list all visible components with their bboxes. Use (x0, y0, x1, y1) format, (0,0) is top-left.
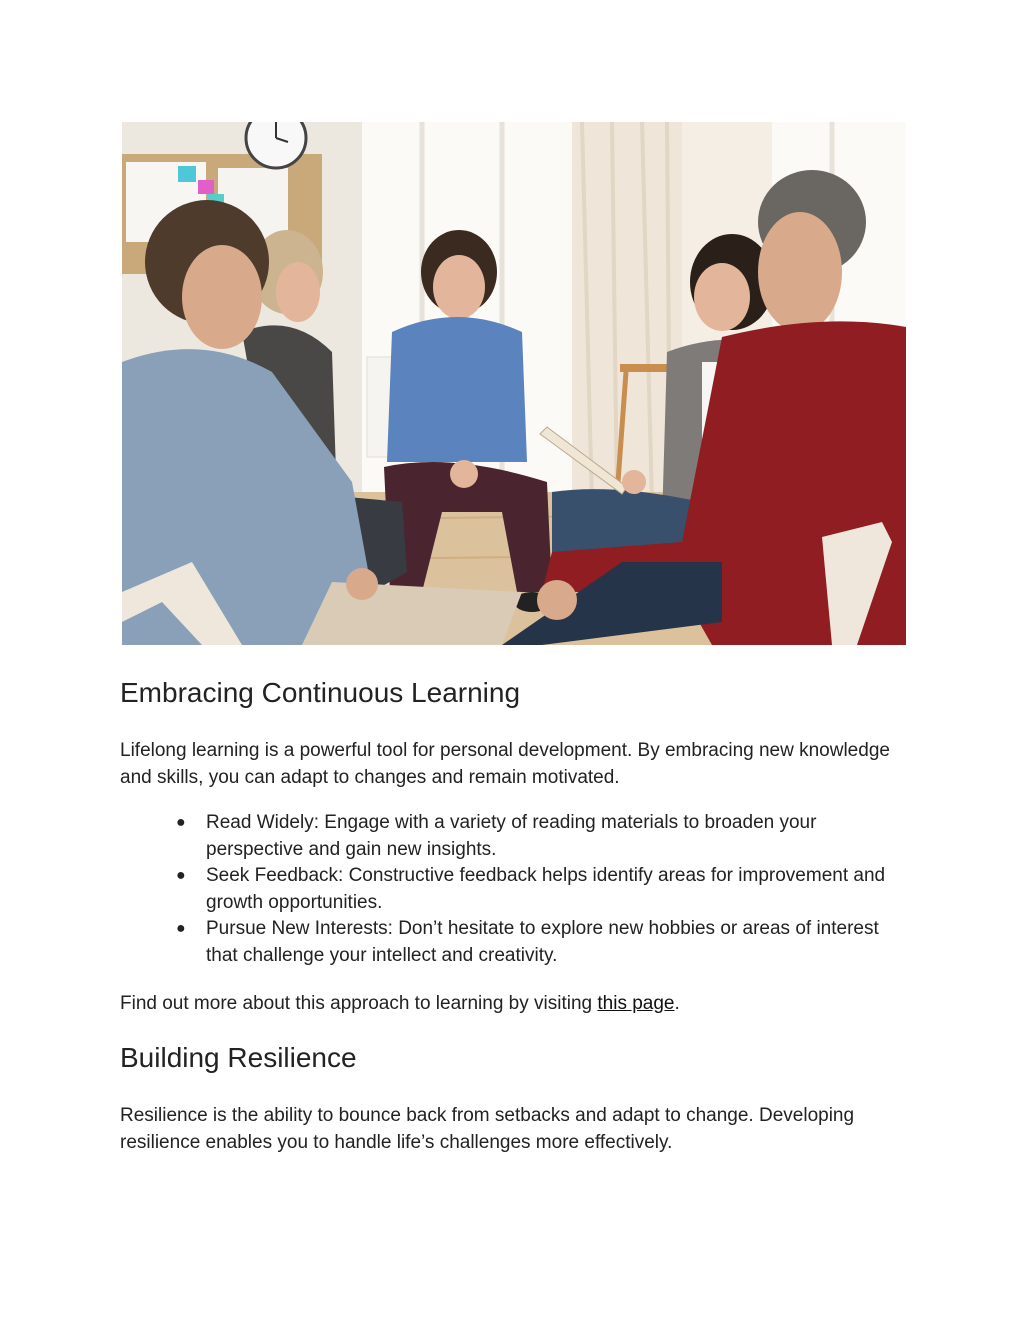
list-item-read-widely (0, 810, 896, 863)
paragraph-resilience-intro: Resilience is the ability to bounce back from setbacks and adapt to change. Developing resilience enables you to handle life’s challenges more effectively. (120, 1105, 855, 1153)
section-heading-resilience: Building Resilience (120, 1042, 357, 1073)
paragraph-learning-intro: Lifelong learning is a powerful tool for personal development. By embracing new knowledge and skills, you can adapt to changes and remain motivated. (120, 740, 890, 788)
bullet-icon: ● (176, 920, 186, 937)
section-heading-learning: Embracing Continuous Learning (120, 677, 521, 708)
bullet-list-learning (0, 810, 1024, 969)
photo-illustration (122, 122, 906, 645)
list-item-text: Seek Feedback: Constructive feedback helps identify areas for improvement and growth opportunities. (206, 865, 886, 913)
bullet-icon: ● (176, 814, 186, 831)
bullet-icon: ● (176, 867, 186, 884)
list-item-seek-feedback (0, 863, 896, 916)
list-item-text: Read Widely: Engage with a variety of reading materials to broaden your perspective and gain new insights. (206, 812, 817, 860)
list-item-pursue-interests (0, 916, 896, 969)
this-page-link[interactable]: this page (597, 993, 675, 1014)
paragraph-find-out-more (120, 990, 920, 1017)
list-item-text: Pursue New Interests: Don’t hesitate to explore new hobbies or areas of interest that challenge your intellect and creativity. (206, 918, 879, 966)
find-out-more-text: Find out more about this approach to learning by visiting (120, 993, 598, 1014)
find-out-more-period: . (674, 993, 680, 1014)
group-discussion-photo (122, 122, 906, 645)
